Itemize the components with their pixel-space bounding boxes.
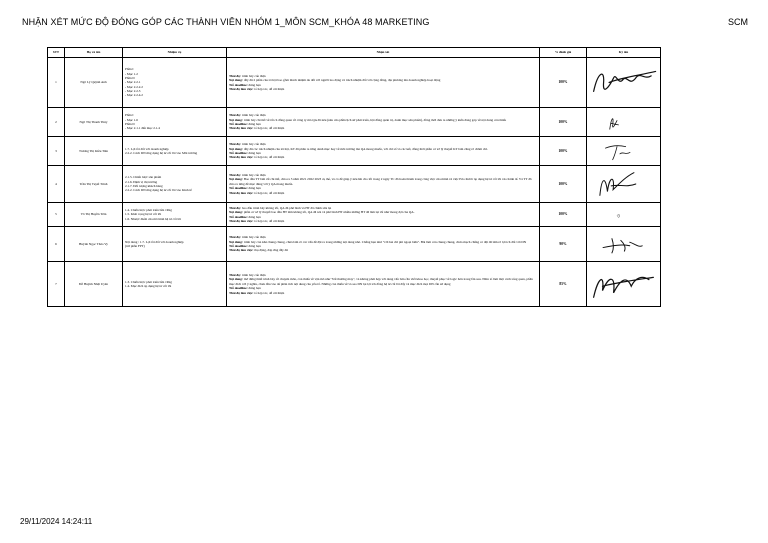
comment-label: Thái độ:	[229, 273, 242, 278]
task-item: Nội dung : 1.7. Lợi tồi đối với doanh nghiệp	[125, 239, 184, 244]
comment-label: Trễ deadline:	[229, 244, 248, 248]
comment-label: Thái độ làm việc:	[229, 190, 254, 195]
member-tasks	[123, 203, 227, 227]
comment-text: đầy đủ các trách nhiệm của xã hội, KT đã phân ra từng danh mục hay về môi trường mà QA mong muốn, với chỉ số và các kết, đồng thời phần cơ sở lý thuyết KT làm cũng rõ chăm chỉ.	[243, 146, 488, 151]
comment-text: trình bày cẩn thận	[241, 273, 266, 278]
comment-text: tổ hợp tác, dễ cải thiện	[253, 126, 285, 131]
task-item: 2.2.2. Cách DN ứng dụng hệ tư cốt lõi vào Kinh tế	[125, 188, 192, 193]
comment-label: Nội dung:	[229, 239, 244, 244]
member-name: Trương Thị Kiều Tiên	[65, 137, 123, 166]
member-comment	[227, 58, 540, 108]
handwritten-signature	[587, 263, 660, 305]
content-line	[229, 177, 537, 186]
member-comment	[227, 166, 540, 203]
member-name: Trần Thị Tuyết Trinh	[65, 166, 123, 203]
table-row	[48, 203, 661, 227]
comment-label: Trễ deadline:	[229, 82, 248, 87]
table-row	[48, 108, 661, 137]
comment-label: Thái độ làm việc:	[229, 126, 254, 131]
comment-text: trình bày cẩn thận	[241, 142, 266, 147]
comment-label: Trễ deadline:	[229, 151, 248, 155]
member-tasks	[123, 166, 227, 203]
signature-cell	[587, 108, 661, 137]
handwritten-signature	[587, 167, 660, 201]
comment-text: tổ hợp tác, dễ cải thiện	[253, 190, 285, 195]
row-stt: 3	[48, 137, 65, 166]
contribution-percent: 100%	[540, 203, 587, 227]
comment-label: Trễ deadline:	[229, 122, 248, 126]
task-item: Phần II	[125, 75, 135, 80]
task-item: 1.7. Lợi tồi đối với doanh nghiệp	[125, 146, 169, 151]
comment-label: Nội dung:	[229, 177, 244, 182]
contribution-percent: 85%	[540, 262, 587, 307]
member-comment	[227, 262, 540, 307]
task-item: - Mục 2.2.2.2	[125, 84, 143, 89]
comment-text: đúng hạn	[247, 151, 261, 155]
contribution-percent: 90%	[540, 227, 587, 262]
task-item: 2.1.5. Chiến lược sản phẩm	[125, 175, 162, 180]
contribution-percent: 100%	[540, 58, 587, 108]
comment-label: Trễ deadline:	[229, 186, 248, 191]
handwritten-signature	[587, 204, 660, 225]
member-comment	[227, 227, 540, 262]
task-item: 1.4. Mục đích áp dụng hệ tư cốt lõi	[125, 284, 172, 288]
task-item: - Mục 2.2.1	[125, 80, 141, 85]
row-stt: 4	[48, 166, 65, 203]
comment-label: Thái độ:	[229, 235, 242, 240]
comment-label: Nội dung:	[229, 210, 244, 215]
member-name: Võ Thị Huyền Trân	[65, 203, 123, 227]
table-header-row	[48, 48, 661, 58]
teamwork-line	[229, 155, 537, 159]
task-item: - Mục 2.1.1 đến mục 2.1.4	[125, 126, 160, 131]
comment-label: Trễ deadline:	[229, 286, 248, 291]
member-name: Đỗ Huỳnh Nhật Uyên	[65, 262, 123, 307]
comment-text: phần cơ sở lý thuyết bao đầu HT làm không tốt, QA đã nói và phê bình HT nhiều những HT đã làm lại tốt như mong đợi của QA.	[243, 210, 415, 215]
member-name: Huỳnh Ngọc Thảo Vy	[65, 227, 123, 262]
handwritten-signature	[587, 228, 660, 260]
comment-label: Thái độ:	[229, 205, 242, 210]
contribution-percent: 100%	[540, 137, 587, 166]
task-item: Phần I	[125, 67, 134, 72]
evaluation-table	[47, 47, 661, 307]
teamwork-line	[229, 291, 537, 295]
row-stt: 5	[48, 203, 65, 227]
comment-label: Thái độ làm việc:	[229, 86, 254, 91]
comment-text: bao đầu trình bày không tốt, QA đã phê bình và HT đã chỉnh sửa lại	[241, 205, 332, 210]
comment-text: thụ động, đáp ứng đầy đủ	[253, 248, 288, 253]
teamwork-line	[229, 87, 537, 91]
comment-label: Nội dung:	[229, 78, 244, 83]
table-row	[48, 58, 661, 108]
task-item: Phần II	[125, 122, 135, 126]
header-signature: Ký tên	[587, 48, 661, 58]
member-comment	[227, 108, 540, 137]
contribution-percent: 100%	[540, 108, 587, 137]
comment-text: trình bày cẩn thận	[241, 173, 266, 178]
comment-text: đúng hạn	[247, 244, 261, 248]
comment-text: đúng hạn	[247, 286, 261, 291]
member-comment	[227, 137, 540, 166]
comment-label: Nội dung:	[229, 146, 244, 151]
comment-label: Nội dung:	[229, 277, 244, 282]
teamwork-line	[229, 126, 537, 130]
comment-text: tổ hợp tác, dễ cải thiện	[253, 155, 285, 160]
row-stt: 6	[48, 227, 65, 262]
comment-text: trình bày cẩn thận	[241, 73, 266, 78]
task-item: - Mục 2.2.4.2	[125, 93, 143, 98]
document-title: NHẬN XÉT MỨC ĐỘ ĐÓNG GÓP CÁC THÀNH VIÊN NHÓM 1_MÔN SCM_KHÓA 48 MARKETING	[22, 17, 430, 27]
task-item: - Mục 2.2.3	[125, 89, 141, 94]
table-row	[48, 262, 661, 307]
task-item: 1.3. Chiến lược phát triển bền vững	[125, 279, 172, 284]
comment-text: tổ hợp tác, dễ cải thiện	[253, 218, 285, 223]
contribution-percent: 100%	[540, 166, 587, 203]
comment-text: tổ hợp tác, dễ cải thiện	[253, 86, 285, 91]
comment-text: đúng hạn	[247, 186, 261, 191]
comment-label: Thái độ làm việc:	[229, 248, 254, 253]
comment-label: Thái độ làm việc:	[229, 290, 254, 295]
signature-cell	[587, 58, 661, 108]
task-item: 1.5. Khát vọng hệ tư cốt lõi	[125, 212, 162, 217]
content-line	[229, 118, 537, 122]
table-row	[48, 227, 661, 262]
task-item: 1.6. Nhược điểm của mô hình hệ tư cốt lõi	[125, 216, 181, 221]
task-item: - Mục 1.6	[125, 117, 138, 122]
table-row	[48, 137, 661, 166]
comment-label: Thái độ:	[229, 173, 242, 178]
task-item: 1.4. Chiến lược phát triển bền vững	[125, 207, 172, 212]
teamwork-line	[229, 191, 537, 195]
member-tasks	[123, 262, 227, 307]
task-item: (trừ phần FPT)	[125, 244, 145, 248]
signature-cell	[587, 203, 661, 227]
comment-text: mở đứng thiết trình bày về chuyên môn, còn thiếu về vận mô như "bất thường may", và không phải hợp với dung vấn bản cần viết khoa học, thuyết phục về logic hơn trong lần sau. Nhìn tổ làm một cách tổng quan, phần mục đích với ý nghĩa, chưa đầu vào để phân tích nội dung của yếu tố. Những còn thiếu về và sao DN lại lợi ích đồng hệ tư cốt lõi đấy và mục đích mọi DN cần sử dụng	[229, 277, 533, 286]
comment-label: Thái độ:	[229, 73, 242, 78]
member-name: Ngô Lý Quỳnh Anh	[65, 58, 123, 108]
member-tasks	[123, 227, 227, 262]
content-line	[229, 277, 537, 286]
member-tasks	[123, 137, 227, 166]
teamwork-line	[229, 219, 537, 223]
member-tasks	[123, 58, 227, 108]
task-item: - Mục 1.2	[125, 71, 138, 76]
comment-text: đúng hạn	[247, 122, 261, 126]
comment-label: Thái độ làm việc:	[229, 155, 254, 160]
header-stt: STT	[48, 48, 65, 58]
comment-label: Trễ deadline:	[229, 214, 248, 219]
signature-cell	[587, 227, 661, 262]
comment-label: Nội dung:	[229, 117, 244, 122]
row-stt: 7	[48, 262, 65, 307]
header-tasks: Nhiệm vụ	[123, 48, 227, 58]
comment-text: tổ hợp tác, dễ cải thiện	[253, 290, 285, 295]
task-item: Phần I	[125, 113, 134, 118]
member-tasks	[123, 108, 227, 137]
comment-text: trình bày cẩn thận	[241, 113, 266, 118]
member-comment	[227, 203, 540, 227]
comment-text: đúng hạn	[247, 82, 261, 87]
comment-text: trình bày cẩn thận	[241, 235, 266, 240]
content-line	[229, 240, 537, 244]
comment-text: đúng hạn	[247, 214, 261, 219]
comment-text: trình bày chi tiết về tất cả đồng quan về công ty mà QA đã nêu (nêu của phần lịch sử phát triển, hội đồng quản trị, danh mục sản phẩm), đồng thời đưa ra những ý kiến đóng góp về nội dung còn thiếu	[243, 117, 507, 122]
task-item: 2.2.2. Cách DN ứng dụng hệ tư cốt lõi vào Môi trường	[125, 151, 198, 155]
row-stt: 2	[48, 108, 65, 137]
signature-cell	[587, 262, 661, 307]
signature-cell	[587, 137, 661, 166]
comment-text: đầy đủ 2 phần của tri hội bao gồm thách nhiệm du đối với người lao động và trách nhiệm đối với cộng đồng, địa phương mà doanh nghiệp hoạt động	[243, 78, 441, 83]
comment-text: Bao đầu TT làm rất chi tiết, chia ra 3 năm 2021 2022 2023 cụ thể, và có đề giúp ý nêu lên cho lối trong 2 ngày TC đã hoàn thành trong công việc của mình và việc Prio thước áp dụng hệ tư cốt lõi vào Kinh tế. Và TT đã chia ra từng đề mục đúng với ý QA mong muốn.	[229, 177, 532, 186]
header-name: Họ và tên	[65, 48, 123, 58]
header-comments: Nhận xét	[227, 48, 540, 58]
comment-text: trình bày còn khá chung chung, chưa làm rõ các vấn đề đặt ra trong những nội dung nhỏ. Chẳng hạn như "với hai chỉ phí ngoại biên". Bài làm còn chung chung, chưa mạch chẳng có đặt đã làm rõ lợi ích đối với DN	[243, 239, 527, 244]
comment-label: Thái độ:	[229, 113, 242, 118]
teamwork-line	[229, 248, 537, 252]
print-timestamp: 29/11/2024 14:24:11	[20, 517, 93, 526]
handwritten-signature	[587, 138, 660, 164]
member-name: Ngô Thị Thanh Thúy	[65, 108, 123, 137]
handwritten-signature	[587, 59, 660, 106]
row-stt: 1	[48, 58, 65, 108]
handwritten-signature	[587, 109, 660, 135]
signature-cell	[587, 166, 661, 203]
task-item: 2.1.6. Định vị thị trường	[125, 179, 158, 184]
task-item: 2.1.7. Đối tượng khách hàng	[125, 184, 163, 188]
table-row	[48, 166, 661, 203]
comment-label: Thái độ làm việc:	[229, 218, 254, 223]
header-percent: % đánh giá	[540, 48, 587, 58]
comment-label: Thái độ:	[229, 142, 242, 147]
subject-code: SCM	[728, 17, 748, 27]
